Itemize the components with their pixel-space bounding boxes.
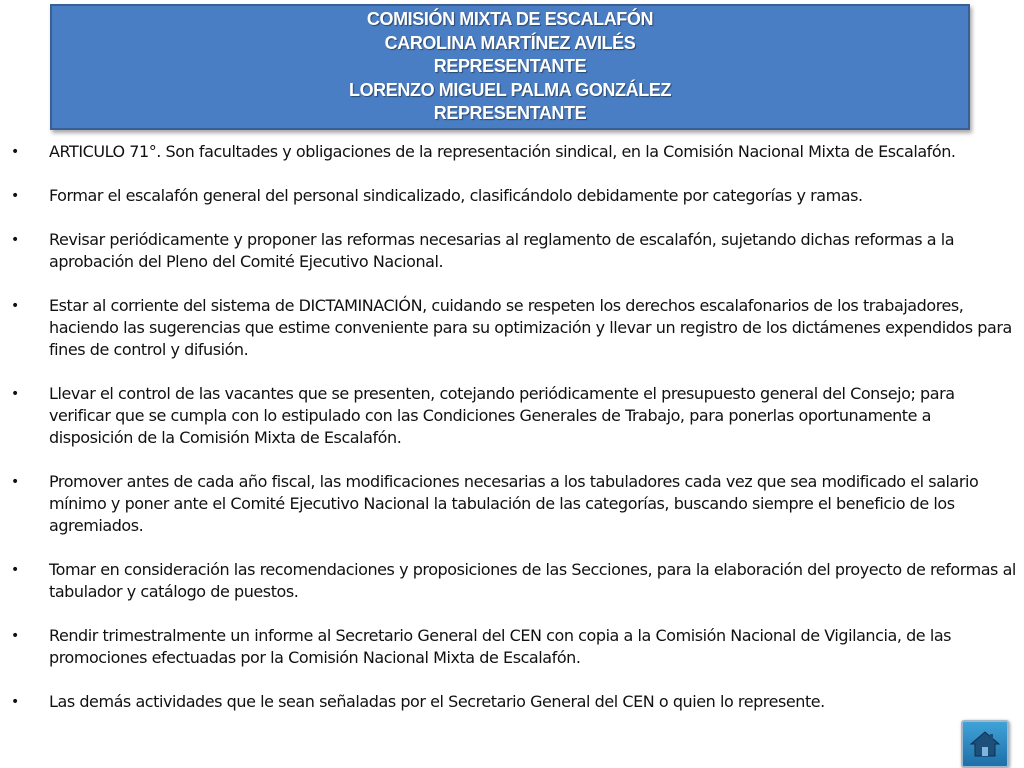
- title-line-representative-2-role: REPRESENTANTE: [433, 103, 587, 124]
- list-item-text: Revisar periódicamente y proponer las reformas necesarias al reglamento de escalafón, sujetando dichas reformas a la aprobación del Pleno del Comité Ejecutivo Nacional.: [49, 230, 955, 271]
- bullet-marker: •: [11, 474, 19, 490]
- list-item: [0, 559, 1024, 603]
- bullet-marker: •: [11, 232, 19, 248]
- bullet-marker: •: [11, 694, 19, 710]
- title-line-representative-1-role: REPRESENTANTE: [433, 56, 587, 77]
- list-item-text: Llevar el control de las vacantes que se presenten, cotejando periódicamente el presupuesto general del Consejo; para verificar que se cumpla con lo estipulado con las Condiciones Generales de Trabajo, para ponerlas oportunamente a disposición de la Comisión Mixta de Escalafón.: [49, 384, 955, 447]
- home-icon: [969, 728, 1001, 760]
- bullet-marker: •: [11, 144, 19, 160]
- list-item: [0, 229, 1024, 273]
- title-line-representative-1-name: CAROLINA MARTÍNEZ AVILÉS: [384, 32, 636, 53]
- bullet-marker: •: [11, 386, 19, 402]
- bullet-marker: •: [11, 628, 19, 644]
- bullet-marker: •: [11, 188, 19, 204]
- list-item-text: Tomar en consideración las recomendaciones y proposiciones de las Secciones, para la elaboración del proyecto de reformas al tabulador y catálogo de puestos.: [49, 560, 1016, 601]
- list-item: [0, 383, 1024, 449]
- list-item: [0, 141, 1024, 163]
- home-button[interactable]: [961, 720, 1009, 768]
- list-item: [0, 185, 1024, 207]
- list-item: [0, 625, 1024, 669]
- list-item-text: ARTICULO 71°. Son facultades y obligaciones de la representación sindical, en la Comisión Nacional Mixta de Escalafón.: [49, 142, 956, 161]
- list-item-text: Formar el escalafón general del personal sindicalizado, clasificándolo debidamente por categorías y ramas.: [49, 186, 863, 205]
- list-item-text: Promover antes de cada año fiscal, las modificaciones necesarias a los tabuladores cada vez que sea modificado el salario mínimo y poner ante el Comité Ejecutivo Nacional la tabulación de las categorías, buscando siempre el beneficio de los agremiados.: [49, 472, 979, 535]
- title-line-representative-2-name: LORENZO MIGUEL PALMA GONZÁLEZ: [348, 79, 672, 100]
- list-item-text: Rendir trimestralmente un informe al Secretario General del CEN con copia a la Comisión Nacional de Vigilancia, de las promociones efectuadas por la Comisión Nacional Mixta de Escalafón.: [49, 626, 952, 667]
- list-item-text: Las demás actividades que le sean señaladas por el Secretario General del CEN o quien lo represente.: [49, 692, 825, 711]
- bullet-marker: •: [11, 298, 19, 314]
- bullet-marker: •: [11, 562, 19, 578]
- title-banner: [50, 4, 970, 130]
- list-item: [0, 691, 1024, 713]
- list-item: [0, 295, 1024, 361]
- list-item-text: Estar al corriente del sistema de DICTAMINACIÓN, cuidando se respeten los derechos escalafonarios de los trabajadores, haciendo las sugerencias que estime conveniente para su optimización y llevar un registro de los dictámenes expendidos para fines de control y difusión.: [49, 296, 1012, 359]
- bullet-list: [0, 141, 1024, 735]
- title-line-commission: COMISIÓN MIXTA DE ESCALAFÓN: [366, 9, 654, 30]
- list-item: [0, 471, 1024, 537]
